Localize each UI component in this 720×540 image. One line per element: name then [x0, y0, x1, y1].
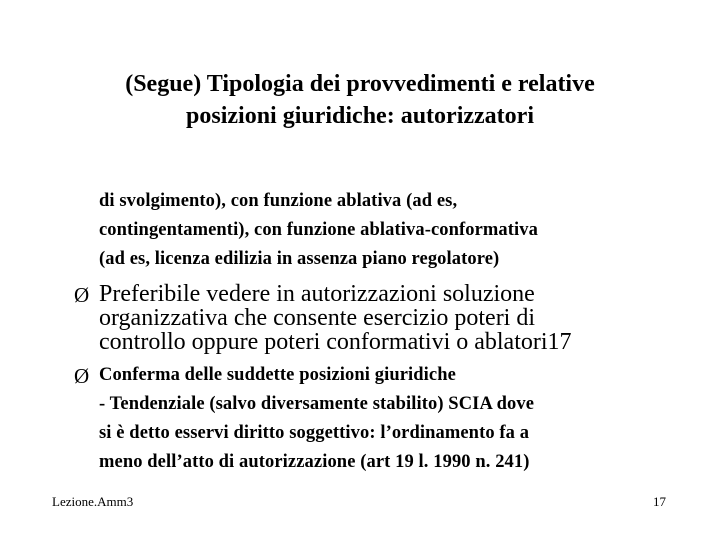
bullet-line: organizzativa che consente esercizio poteri di — [99, 305, 536, 331]
bullet-item-preferibile — [99, 282, 699, 354]
bullet-arrow-icon: Ø — [74, 364, 90, 388]
bullet-line: Preferibile vedere in autorizzazioni soluzione — [99, 281, 535, 307]
continuation-line: (ad es, licenza edilizia in assenza piano regolatore) — [99, 249, 500, 269]
continuation-line: di svolgimento), con funzione ablativa (ad es, — [99, 191, 458, 211]
bullet-item-conferma — [99, 361, 699, 477]
slide-title — [40, 68, 680, 132]
bullet-line: si è detto esservi diritto soggettivo: l’ordinamento fa a — [99, 423, 530, 443]
footer-label: Lezione.Amm3 — [52, 494, 134, 509]
continuation-line: contingentamenti), con funzione ablativa-conformativa — [99, 220, 538, 240]
bullet-arrow-icon: Ø — [74, 283, 90, 307]
title-line: (Segue) Tipologia dei provvedimenti e relative — [125, 71, 595, 97]
bullet-line: meno dell’atto di autorizzazione (art 19 l. 1990 n. 241) — [99, 452, 530, 472]
title-line: posizioni giuridiche: autorizzatori — [186, 103, 534, 129]
bullet-line: controllo oppure poteri conformativi o ablatori17 — [99, 329, 572, 355]
bullet-line: Conferma delle suddette posizioni giuridiche — [99, 365, 456, 385]
page-number: 17 — [653, 494, 666, 509]
bullet-line: - Tendenziale (salvo diversamente stabilito) SCIA dove — [99, 394, 535, 414]
continuation-paragraph — [99, 187, 699, 274]
